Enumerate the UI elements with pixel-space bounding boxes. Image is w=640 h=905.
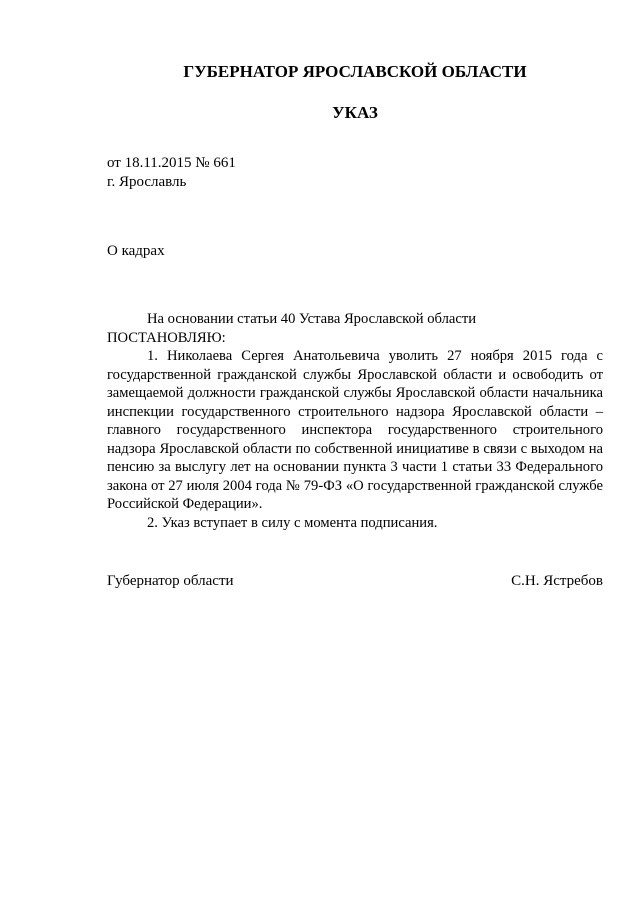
item-1: 1. Николаева Сергея Анатольевича уволить 27 ноября 2015 года с государственной гражданской службы Ярославской области и освободить от замещаемой должности гражданской службы Ярославской области начальника инспекции государственного строительного надзора Ярославской области – главного государственного инспектора государственного строительного надзора Ярославской области по собственной инициативе в связи с выходом на пенсию за выслугу лет на основании пункта 3 части 1 статьи 33 Федерального закона от 27 июля 2004 года № 79-ФЗ «О государственной гражданской службе Российской Федерации». — [107, 348, 603, 512]
document-body — [107, 310, 603, 532]
city: г. Ярославль — [107, 174, 187, 190]
item-2: 2. Указ вступает в силу с момента подписания. — [147, 514, 438, 531]
basis-paragraph: На основании статьи 40 Устава Ярославской области — [147, 311, 477, 327]
signature-block — [107, 572, 603, 591]
resolve-heading: ПОСТАНОВЛЯЮ: — [107, 329, 226, 346]
date-number: от 18.11.2015 № 661 — [107, 155, 236, 171]
signer-position: Губернатор области — [107, 573, 234, 589]
document-subject: О кадрах — [107, 243, 165, 259]
document-meta — [107, 154, 236, 192]
signer-name: С.Н. Ястребов — [511, 573, 603, 589]
document-type: УКАЗ — [332, 103, 378, 122]
document-authority: ГУБЕРНАТОР ЯРОСЛАВСКОЙ ОБЛАСТИ — [183, 62, 527, 81]
